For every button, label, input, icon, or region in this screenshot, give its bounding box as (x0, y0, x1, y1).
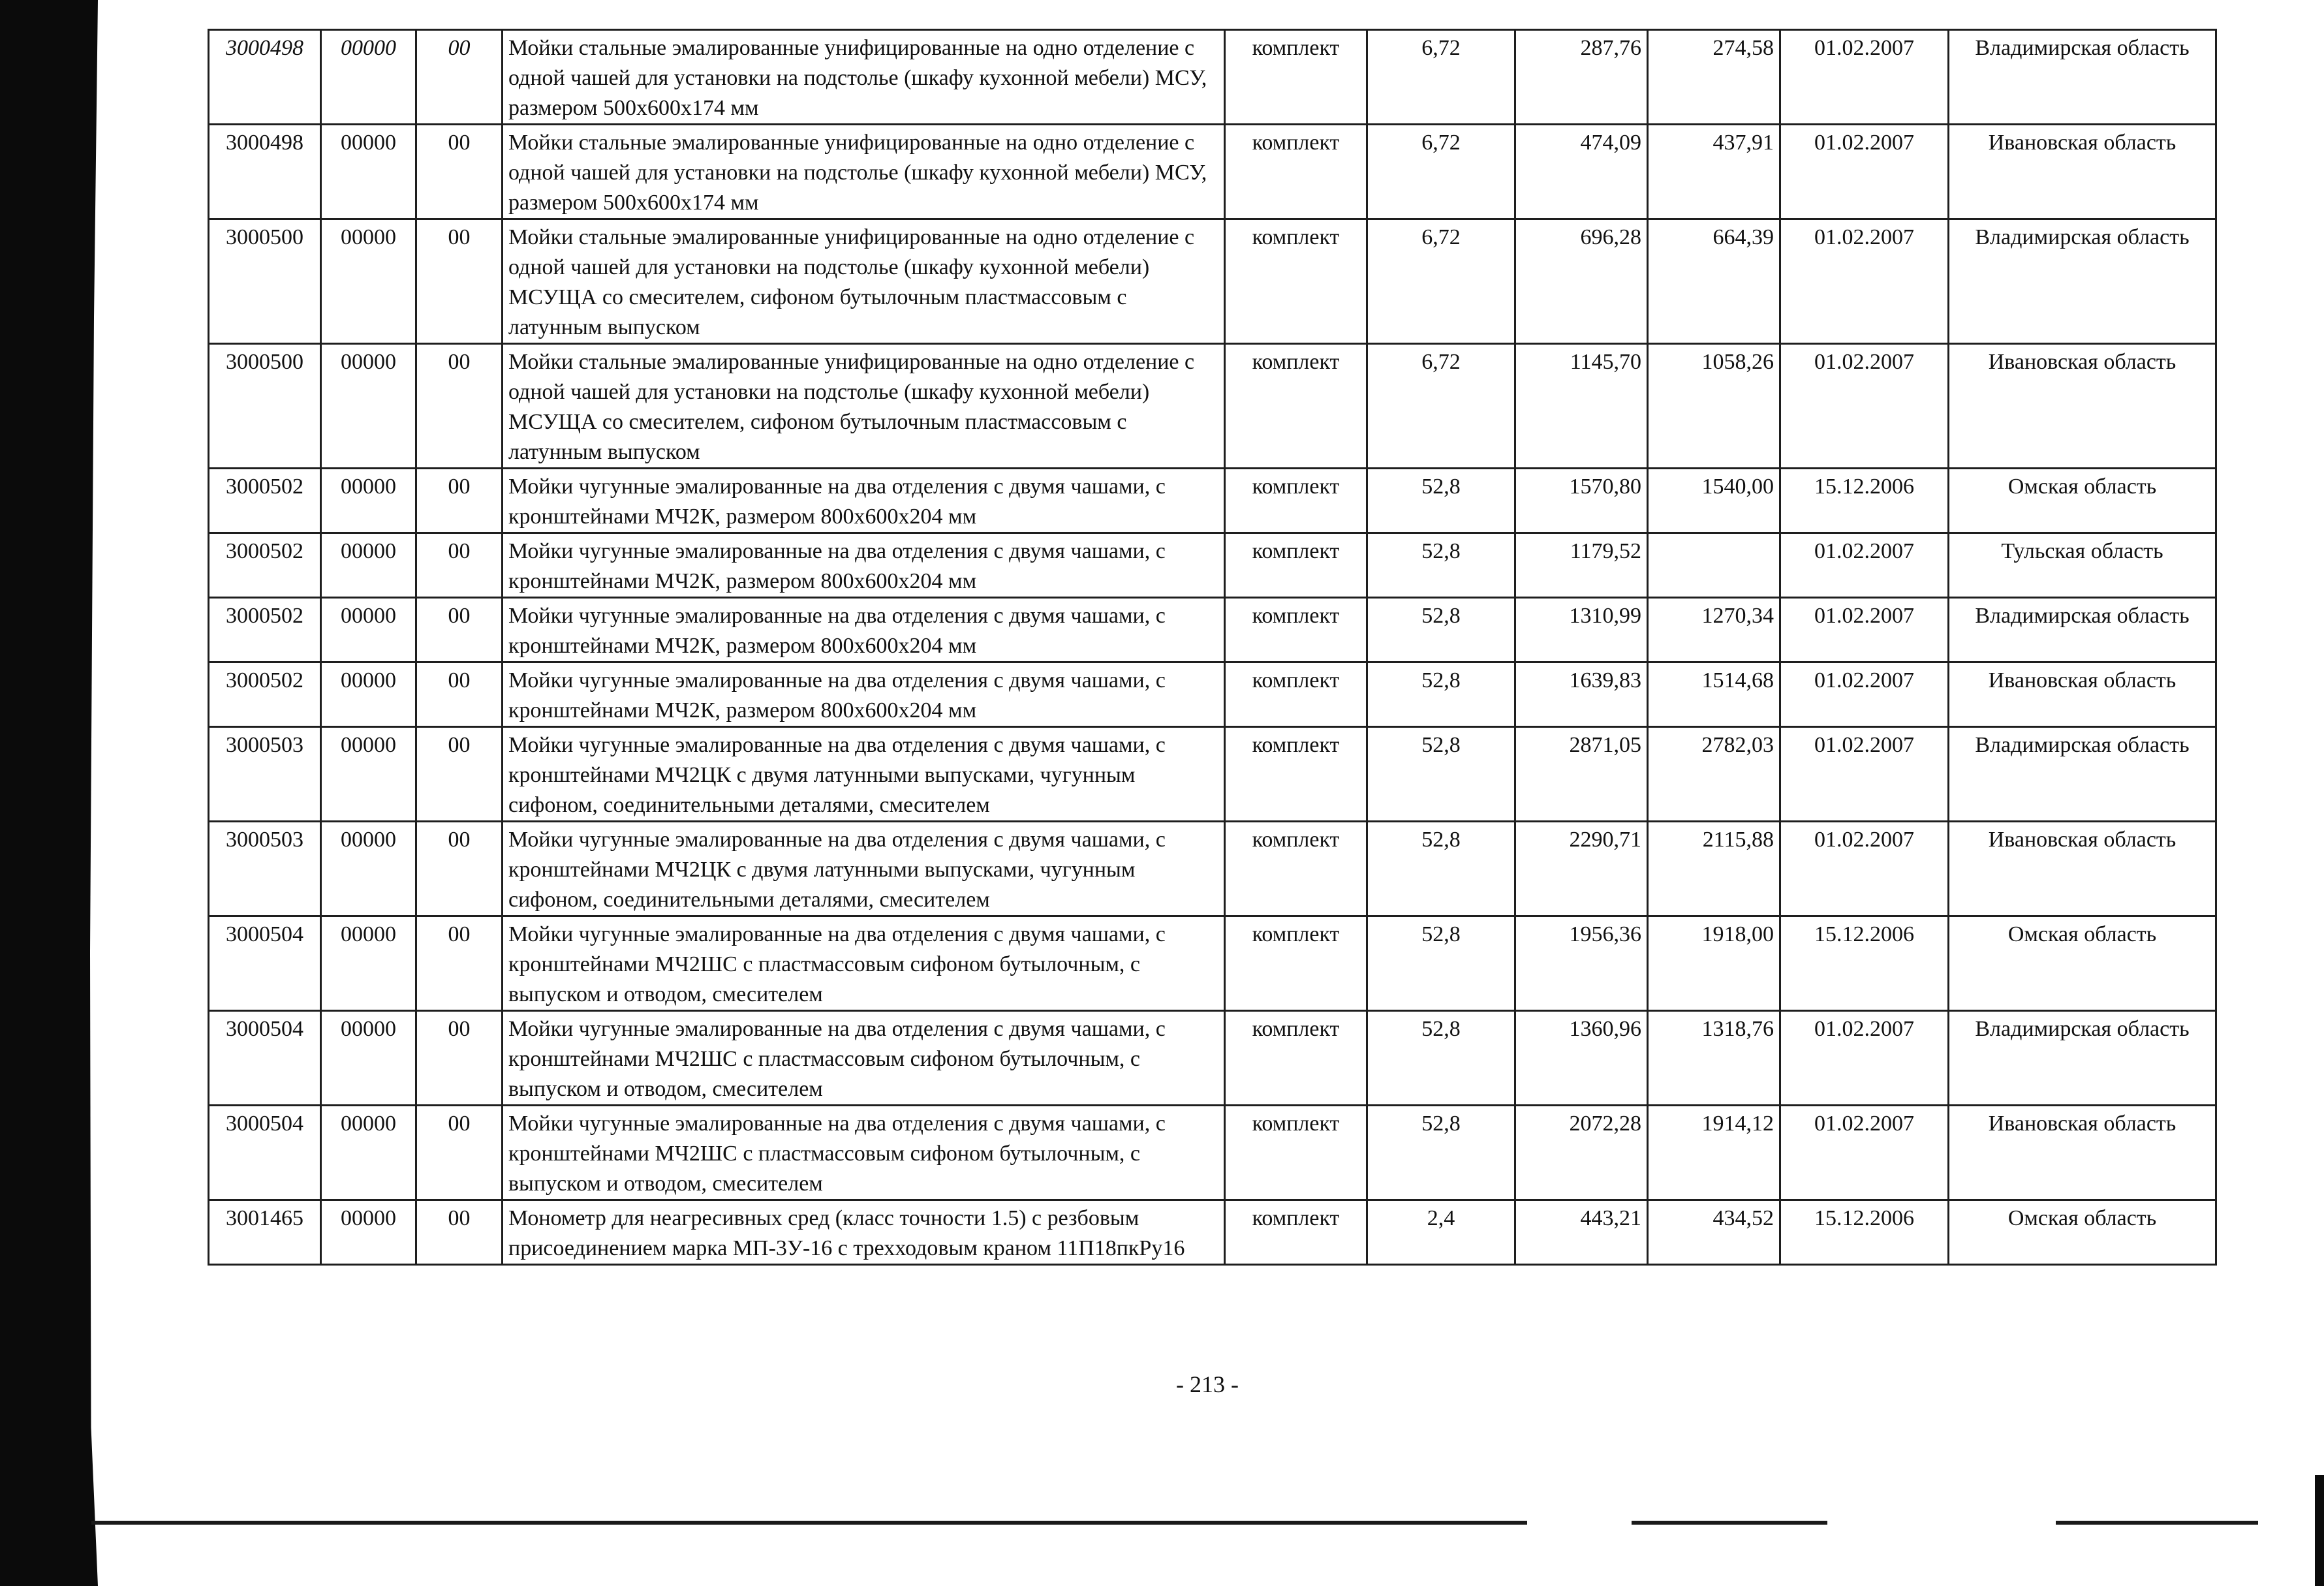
table-row (209, 125, 2216, 219)
norm-cell: 6,72 (1367, 30, 1515, 125)
page-number: - 213 - (1176, 1371, 1239, 1397)
region-cell: Ивановская область (1949, 1106, 2216, 1200)
price-no-vat-cell: 1318,76 (1648, 1011, 1780, 1106)
item-code-cell: 3000502 (209, 662, 321, 727)
norm-cell: 52,8 (1367, 1106, 1515, 1200)
date-cell: 01.02.2007 (1780, 533, 1949, 598)
region-cell: Владимирская область (1949, 598, 2216, 662)
price-cell: 1570,80 (1515, 469, 1648, 533)
item-code-cell: 3000502 (209, 598, 321, 662)
price-table-body (209, 30, 2216, 1265)
table-row (209, 344, 2216, 469)
item-code-cell: 3000502 (209, 533, 321, 598)
region-cell: Омская область (1949, 469, 2216, 533)
price-cell: 287,76 (1515, 30, 1648, 125)
price-cell: 2072,28 (1515, 1106, 1648, 1200)
price-cell: 2290,71 (1515, 822, 1648, 916)
table-row (209, 1106, 2216, 1200)
bottom-rule (2056, 1521, 2258, 1525)
date-cell: 01.02.2007 (1780, 1011, 1949, 1106)
item-code-cell: 3000504 (209, 916, 321, 1011)
table-row (209, 727, 2216, 822)
price-no-vat-cell: 437,91 (1648, 125, 1780, 219)
region-cell: Ивановская область (1949, 344, 2216, 469)
group-code-cell: 00 (416, 125, 503, 219)
unit-cell: комплект (1225, 469, 1367, 533)
unit-cell: комплект (1225, 1011, 1367, 1106)
price-no-vat-cell: 274,58 (1648, 30, 1780, 125)
region-cell: Ивановская область (1949, 125, 2216, 219)
price-cell: 1310,99 (1515, 598, 1648, 662)
price-no-vat-cell (1648, 533, 1780, 598)
price-cell: 474,09 (1515, 125, 1648, 219)
region-cell: Владимирская область (1949, 219, 2216, 344)
item-name-cell: Мойки чугунные эмалированные на два отделения с двумя чашами, с кронштейнами МЧ2ЦК с двумя латунными выпусками, чугунным сифоном, соединительными деталями, смесителем (503, 727, 1225, 822)
price-cell: 1360,96 (1515, 1011, 1648, 1106)
group-code-cell: 00 (416, 822, 503, 916)
sub-code-cell: 00000 (321, 1011, 416, 1106)
price-no-vat-cell: 434,52 (1648, 1200, 1780, 1265)
item-code-cell: 3000503 (209, 727, 321, 822)
table-row (209, 598, 2216, 662)
date-cell: 01.02.2007 (1780, 219, 1949, 344)
group-code-cell: 00 (416, 916, 503, 1011)
norm-cell: 6,72 (1367, 344, 1515, 469)
region-cell: Владимирская область (1949, 1011, 2216, 1106)
unit-cell: комплект (1225, 533, 1367, 598)
item-name-cell: Мойки стальные эмалированные унифицированные на одно отделение с одной чашей для установки на подстолье (шкафу кухонной мебели) МСУ, размером 500х600х174 мм (503, 30, 1225, 125)
bottom-rule (1632, 1521, 1827, 1525)
date-cell: 01.02.2007 (1780, 30, 1949, 125)
item-code-cell: 3000498 (209, 30, 321, 125)
group-code-cell: 00 (416, 1106, 503, 1200)
item-name-cell: Мойки чугунные эмалированные на два отделения с двумя чашами, с кронштейнами МЧ2ШС с пластмассовым сифоном бутылочным, с выпуском и отводом, смесителем (503, 916, 1225, 1011)
norm-cell: 52,8 (1367, 1011, 1515, 1106)
item-name-cell: Мойки чугунные эмалированные на два отделения с двумя чашами, с кронштейнами МЧ2К, размером 800х600х204 мм (503, 662, 1225, 727)
unit-cell: комплект (1225, 1200, 1367, 1265)
item-code-cell: 3000498 (209, 125, 321, 219)
date-cell: 01.02.2007 (1780, 822, 1949, 916)
price-no-vat-cell: 2782,03 (1648, 727, 1780, 822)
item-code-cell: 3000502 (209, 469, 321, 533)
item-name-cell: Мойки стальные эмалированные унифицированные на одно отделение с одной чашей для установки на подстолье (шкафу кухонной мебели) МСУЩА со смесителем, сифоном бутылочным пластмассовым с латунным выпуском (503, 219, 1225, 344)
bottom-rule (91, 1521, 1527, 1525)
group-code-cell: 00 (416, 662, 503, 727)
region-cell: Тульская область (1949, 533, 2216, 598)
sub-code-cell: 00000 (321, 662, 416, 727)
price-table (208, 29, 2217, 1266)
table-row (209, 662, 2216, 727)
table-row (209, 30, 2216, 125)
table-row (209, 1200, 2216, 1265)
sub-code-cell: 00000 (321, 469, 416, 533)
scan-border-right (2315, 1475, 2324, 1586)
sub-code-cell: 00000 (321, 598, 416, 662)
item-name-cell: Мойки чугунные эмалированные на два отделения с двумя чашами, с кронштейнами МЧ2ЦК с двумя латунными выпусками, чугунным сифоном, соединительными деталями, смесителем (503, 822, 1225, 916)
scan-border-left (0, 0, 98, 1586)
date-cell: 01.02.2007 (1780, 1106, 1949, 1200)
sub-code-cell: 00000 (321, 1200, 416, 1265)
sub-code-cell: 00000 (321, 533, 416, 598)
item-name-cell: Мойки чугунные эмалированные на два отделения с двумя чашами, с кронштейнами МЧ2К, размером 800х600х204 мм (503, 469, 1225, 533)
group-code-cell: 00 (416, 598, 503, 662)
item-name-cell: Мойки чугунные эмалированные на два отделения с двумя чашами, с кронштейнами МЧ2ШС с пластмассовым сифоном бутылочным, с выпуском и отводом, смесителем (503, 1106, 1225, 1200)
item-code-cell: 3000504 (209, 1106, 321, 1200)
norm-cell: 52,8 (1367, 822, 1515, 916)
price-no-vat-cell: 1540,00 (1648, 469, 1780, 533)
item-code-cell: 3000503 (209, 822, 321, 916)
item-code-cell: 3001465 (209, 1200, 321, 1265)
item-code-cell: 3000500 (209, 219, 321, 344)
date-cell: 01.02.2007 (1780, 344, 1949, 469)
date-cell: 15.12.2006 (1780, 469, 1949, 533)
group-code-cell: 00 (416, 30, 503, 125)
sub-code-cell: 00000 (321, 344, 416, 469)
price-no-vat-cell: 1270,34 (1648, 598, 1780, 662)
sub-code-cell: 00000 (321, 822, 416, 916)
sub-code-cell: 00000 (321, 1106, 416, 1200)
price-cell: 1179,52 (1515, 533, 1648, 598)
table-row (209, 533, 2216, 598)
unit-cell: комплект (1225, 598, 1367, 662)
unit-cell: комплект (1225, 916, 1367, 1011)
sub-code-cell: 00000 (321, 916, 416, 1011)
date-cell: 15.12.2006 (1780, 916, 1949, 1011)
region-cell: Омская область (1949, 1200, 2216, 1265)
unit-cell: комплект (1225, 219, 1367, 344)
sub-code-cell: 00000 (321, 727, 416, 822)
price-no-vat-cell: 1058,26 (1648, 344, 1780, 469)
date-cell: 01.02.2007 (1780, 598, 1949, 662)
sub-code-cell: 00000 (321, 219, 416, 344)
norm-cell: 52,8 (1367, 662, 1515, 727)
region-cell: Ивановская область (1949, 822, 2216, 916)
price-cell: 1639,83 (1515, 662, 1648, 727)
table-row (209, 219, 2216, 344)
date-cell: 01.02.2007 (1780, 727, 1949, 822)
region-cell: Владимирская область (1949, 30, 2216, 125)
item-name-cell: Мойки стальные эмалированные унифицированные на одно отделение с одной чашей для установки на подстолье (шкафу кухонной мебели) МСУ, размером 500х600х174 мм (503, 125, 1225, 219)
unit-cell: комплект (1225, 30, 1367, 125)
date-cell: 15.12.2006 (1780, 1200, 1949, 1265)
unit-cell: комплект (1225, 1106, 1367, 1200)
region-cell: Владимирская область (1949, 727, 2216, 822)
item-code-cell: 3000500 (209, 344, 321, 469)
norm-cell: 2,4 (1367, 1200, 1515, 1265)
price-no-vat-cell: 664,39 (1648, 219, 1780, 344)
price-cell: 1145,70 (1515, 344, 1648, 469)
table-row (209, 822, 2216, 916)
date-cell: 01.02.2007 (1780, 662, 1949, 727)
price-no-vat-cell: 1914,12 (1648, 1106, 1780, 1200)
norm-cell: 6,72 (1367, 125, 1515, 219)
table-row (209, 916, 2216, 1011)
price-cell: 696,28 (1515, 219, 1648, 344)
group-code-cell: 00 (416, 533, 503, 598)
region-cell: Омская область (1949, 916, 2216, 1011)
item-code-cell: 3000504 (209, 1011, 321, 1106)
group-code-cell: 00 (416, 727, 503, 822)
price-no-vat-cell: 2115,88 (1648, 822, 1780, 916)
norm-cell: 52,8 (1367, 533, 1515, 598)
group-code-cell: 00 (416, 344, 503, 469)
table-row (209, 1011, 2216, 1106)
price-cell: 2871,05 (1515, 727, 1648, 822)
unit-cell: комплект (1225, 662, 1367, 727)
group-code-cell: 00 (416, 1200, 503, 1265)
price-cell: 1956,36 (1515, 916, 1648, 1011)
price-cell: 443,21 (1515, 1200, 1648, 1265)
group-code-cell: 00 (416, 1011, 503, 1106)
region-cell: Ивановская область (1949, 662, 2216, 727)
table-row (209, 469, 2216, 533)
unit-cell: комплект (1225, 822, 1367, 916)
norm-cell: 52,8 (1367, 916, 1515, 1011)
unit-cell: комплект (1225, 125, 1367, 219)
unit-cell: комплект (1225, 344, 1367, 469)
norm-cell: 52,8 (1367, 469, 1515, 533)
item-name-cell: Мойки стальные эмалированные унифицированные на одно отделение с одной чашей для установки на подстолье (шкафу кухонной мебели) МСУЩА со смесителем, сифоном бутылочным пластмассовым с латунным выпуском (503, 344, 1225, 469)
norm-cell: 6,72 (1367, 219, 1515, 344)
item-name-cell: Мойки чугунные эмалированные на два отделения с двумя чашами, с кронштейнами МЧ2К, размером 800х600х204 мм (503, 533, 1225, 598)
item-name-cell: Мойки чугунные эмалированные на два отделения с двумя чашами, с кронштейнами МЧ2К, размером 800х600х204 мм (503, 598, 1225, 662)
group-code-cell: 00 (416, 219, 503, 344)
sub-code-cell: 00000 (321, 30, 416, 125)
group-code-cell: 00 (416, 469, 503, 533)
sub-code-cell: 00000 (321, 125, 416, 219)
price-no-vat-cell: 1514,68 (1648, 662, 1780, 727)
item-name-cell: Мойки чугунные эмалированные на два отделения с двумя чашами, с кронштейнами МЧ2ШС с пластмассовым сифоном бутылочным, с выпуском и отводом, смесителем (503, 1011, 1225, 1106)
unit-cell: комплект (1225, 727, 1367, 822)
price-no-vat-cell: 1918,00 (1648, 916, 1780, 1011)
norm-cell: 52,8 (1367, 727, 1515, 822)
norm-cell: 52,8 (1367, 598, 1515, 662)
date-cell: 01.02.2007 (1780, 125, 1949, 219)
item-name-cell: Монометр для неагресивных сред (класс точности 1.5) с резбовым присоединением марка МП-3У-16 с трехходовым краном 11П18пкРу16 (503, 1200, 1225, 1265)
